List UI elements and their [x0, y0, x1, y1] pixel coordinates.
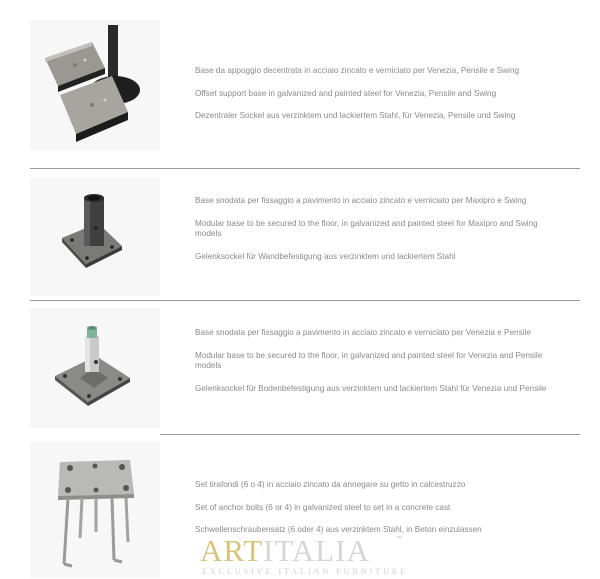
hinged-floor-plate-base-image [30, 308, 160, 428]
description-english: Modular base to be secured to the floor, in galvanized and painted steel for Maxipro and Swing models [195, 218, 538, 238]
description-italian: Set tirafondi (6 o 4) in acciaio zincato da annegare su getto in calcestruzzo [195, 480, 466, 489]
anchor-bolt-set-image [30, 442, 160, 578]
description-english: Offset support base in galvanized and painted steel for Venezia, Pensile and Swing [195, 88, 497, 98]
product-row [0, 0, 600, 170]
description-english: Set of anchor bolts (6 or 4) in galvanized steel to set in a concrete cast [195, 502, 451, 512]
trademark-symbol: ™ [396, 536, 402, 542]
product-row [0, 302, 600, 434]
description-italian: Base snodata per fissaggio a pavimento in acciaio zincato e verniciato per Venezia e Pensile [195, 328, 531, 337]
artitalia-logo [200, 534, 410, 578]
product-row [0, 170, 600, 300]
section-divider [30, 168, 580, 169]
description-german: Gelenksockel für Bodenbefestigung aus verzinktem und lackiertem Stahl für Venezia und Pensile [195, 383, 547, 393]
description-german: Dezentraler Sockel aus verzinktem und lackiertem Stahl, für Venezia, Pensile und Swing [195, 111, 516, 120]
description-italian: Base snodata per fissaggio a pavimento in acciaio zincato e verniciato per Maxipro e Swing [195, 196, 527, 205]
logo-art-text: ART [200, 533, 264, 568]
logo-italia-text: ITALIA [263, 533, 370, 568]
floor-mount-tube-base-image [30, 178, 160, 296]
section-divider [160, 434, 580, 435]
description-italian: Base da appoggio decentrata in acciaio zincato e verniciato per Venezia, Pensile e Swing [195, 66, 520, 75]
logo-tagline: EXCLUSIVE ITALIAN FURNITURE [202, 567, 409, 576]
section-divider [30, 300, 580, 301]
description-german: Schwellenschraubensatz (6 oder 4) aus verzinktem Stahl, in Beton einzulassen [195, 525, 482, 534]
offset-granite-base-image [30, 20, 160, 150]
description-english: Modular base to be secured to the floor, in galvanized and painted steel for Venezia and Pensile models [195, 350, 543, 370]
description-german: Gelenksockel für Wandbefestigung aus verzinktem und lackiertem Stahl [195, 251, 456, 261]
